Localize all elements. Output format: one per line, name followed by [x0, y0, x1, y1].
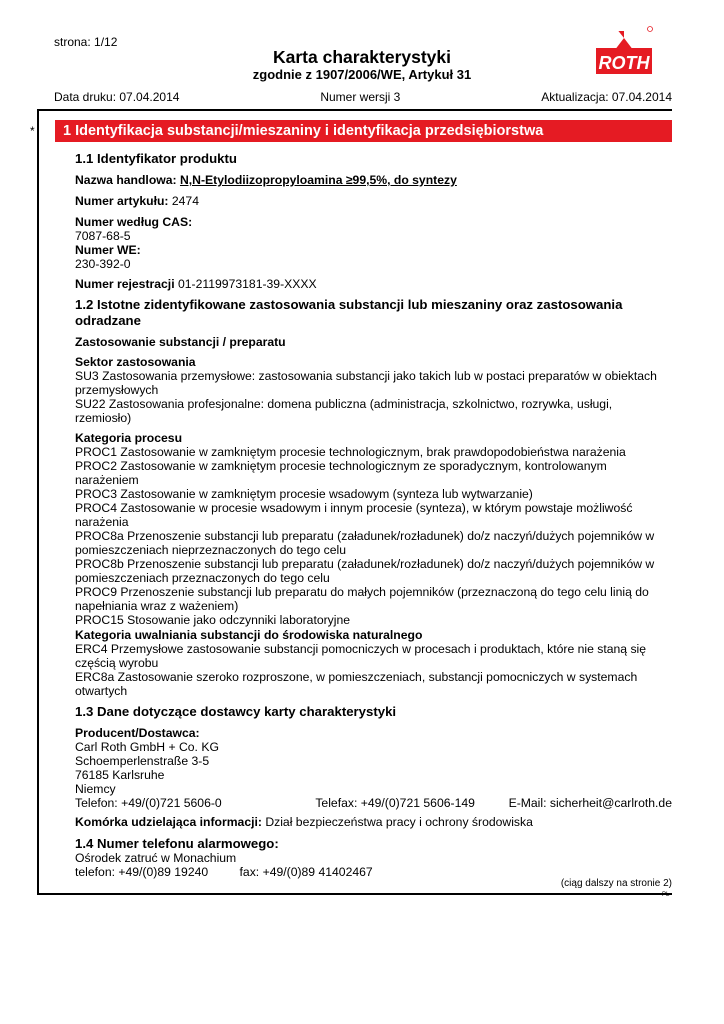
release-label: Kategoria uwalniania substancji do środowiska naturalnego [75, 628, 423, 642]
info-label: Komórka udzielająca informacji: [75, 815, 262, 829]
release-line: ERC8a Zastosowanie szeroko rozproszone, w pomieszczeniach, substancji pomocniczych w systemach [75, 670, 638, 684]
cas-label: Numer według CAS: [75, 215, 193, 229]
we-value: 230-392-0 [75, 257, 131, 271]
process-block [75, 431, 672, 627]
address-line: Niemcy [75, 782, 116, 796]
process-line: PROC4 Zastosowanie w procesie wsadowym i innym procesie (synteza), w którym powstaje możliwość [75, 501, 633, 515]
article-number [75, 194, 672, 208]
process-line: napełniania wraz z ważeniem) [75, 599, 239, 613]
version-number: Numer wersji 3 [320, 90, 401, 104]
process-line: pomieszczeniach przeznaczonych do tego celu [75, 571, 330, 585]
process-line: narażeniem [75, 473, 139, 487]
process-line: PROC3 Zastosowanie w zamkniętym procesie wsadowym (synteza lub wytwarzanie) [75, 487, 533, 501]
release-line: częścią wyrobu [75, 656, 159, 670]
sector-line: SU3 Zastosowania przemysłowe: zastosowania substancji jako takich lub w postaci preparatów w obiektach [75, 369, 657, 383]
logo-text: ROTH [598, 53, 650, 73]
sector-label: Sektor zastosowania [75, 355, 196, 369]
address-line: Carl Roth GmbH + Co. KG [75, 740, 219, 754]
we-label: Numer WE: [75, 243, 141, 257]
info-department [75, 815, 672, 829]
continued-note: (ciąg dalszy na stronie 2) [560, 878, 672, 889]
supplier-block [75, 726, 672, 810]
supplier-email[interactable]: E-Mail: sicherheit@carlroth.de [508, 796, 672, 810]
release-line: otwartych [75, 684, 128, 698]
process-label: Kategoria procesu [75, 431, 183, 445]
trade-name [75, 173, 672, 187]
supplier-fax: Telefax: +49/(0)721 5606-149 [315, 796, 475, 810]
language-code: PL [662, 892, 670, 898]
contact-row [75, 796, 672, 810]
sector-line: rzemiosło) [75, 411, 132, 425]
change-marker: * [30, 124, 35, 138]
sector-line: SU22 Zastosowania profesjonalne: domena publiczna (administracja, szkolnictwo, rozrywka, usługi, [75, 397, 613, 411]
emergency-fax: fax: +49/(0)89 41402467 [239, 865, 373, 879]
process-line: PROC8b Przenoszenie substancji lub preparatu (załadunek/rozładunek) do/z naczyń/dużych pojemników w [75, 557, 655, 571]
trade-name-value: N,N-Etylodiizopropyloamina ≥99,5%, do syntezy [179, 173, 457, 187]
section-1-title: 1 Identyfikacja substancji/mieszaniny i identyfikacja przedsiębiorstwa [55, 120, 672, 142]
process-line: PROC2 Zastosowanie w zamkniętym procesie technologicznym ze sporadycznym, kontrolowanym [75, 459, 607, 473]
producer-label: Producent/Dostawca: [75, 726, 200, 740]
process-line: pomieszczeniach nieprzeznaczonych do tego celu [75, 543, 346, 557]
cas-block [75, 215, 672, 271]
process-line: PROC1 Zastosowanie w zamkniętym procesie technologicznym, brak prawdopodobieństwa narażenia [75, 445, 626, 459]
document-title: Karta charakterystyki [272, 47, 452, 67]
trade-name-label: Nazwa handlowa: [75, 173, 177, 187]
registration-value: 01-2119973181-39-XXXX [177, 277, 317, 291]
page-number: strona: 1/12 [54, 35, 118, 49]
use-label: Zastosowanie substancji / preparatu [75, 335, 286, 349]
document-subtitle: zgodnie z 1907/2006/WE, Artykuł 31 [252, 67, 472, 82]
address-line: Schoemperlenstraße 3-5 [75, 754, 210, 768]
heading-1-1: 1.1 Identyfikator produktu [75, 151, 237, 166]
print-meta-row [54, 90, 672, 104]
roth-logo [594, 26, 654, 76]
emergency-center: Ośrodek zatruć w Monachium [75, 851, 237, 865]
heading-1-4: 1.4 Numer telefonu alarmowego: [75, 836, 279, 851]
emergency-phone: telefon: +49/(0)89 19240 [75, 865, 209, 879]
process-line: PROC9 Przenoszenie substancji lub preparatu do małych pojemników (przeznaczoną do tego celu linią do [75, 585, 649, 599]
process-line: narażenia [75, 515, 129, 529]
print-date: Data druku: 07.04.2014 [54, 90, 180, 104]
release-block [75, 628, 672, 698]
cas-value: 7087-68-5 [75, 229, 131, 243]
emergency-block [75, 851, 672, 879]
supplier-phone: Telefon: +49/(0)721 5606-0 [75, 796, 222, 810]
heading-1-2: 1.2 Istotne zidentyfikowane zastosowania substancji lub mieszaniny oraz zastosowania odradzane [75, 297, 623, 328]
article-number-label: Numer artykułu: [75, 194, 169, 208]
sector-block [75, 355, 672, 425]
info-value: Dział bezpieczeństwa pracy i ochrony środowiska [265, 815, 533, 829]
release-line: ERC4 Przemysłowe zastosowanie substancji pomocniczych w procesach i produktach, które nie staną się [75, 642, 647, 656]
sector-line: przemysłowych [75, 383, 159, 397]
address-line: 76185 Karlsruhe [75, 768, 165, 782]
registration-label: Numer rejestracji [75, 277, 175, 291]
process-line: PROC8a Przenoszenie substancji lub preparatu (załadunek/rozładunek) do/z naczyń/dużych pojemników w [75, 529, 655, 543]
article-number-value: 2474 [171, 194, 199, 208]
registration-number [75, 277, 672, 291]
heading-1-3: 1.3 Dane dotyczące dostawcy karty charakterystyki [75, 704, 397, 719]
process-line: PROC15 Stosowanie jako odczynniki laboratoryjne [75, 613, 351, 627]
update-date: Aktualizacja: 07.04.2014 [541, 90, 672, 104]
